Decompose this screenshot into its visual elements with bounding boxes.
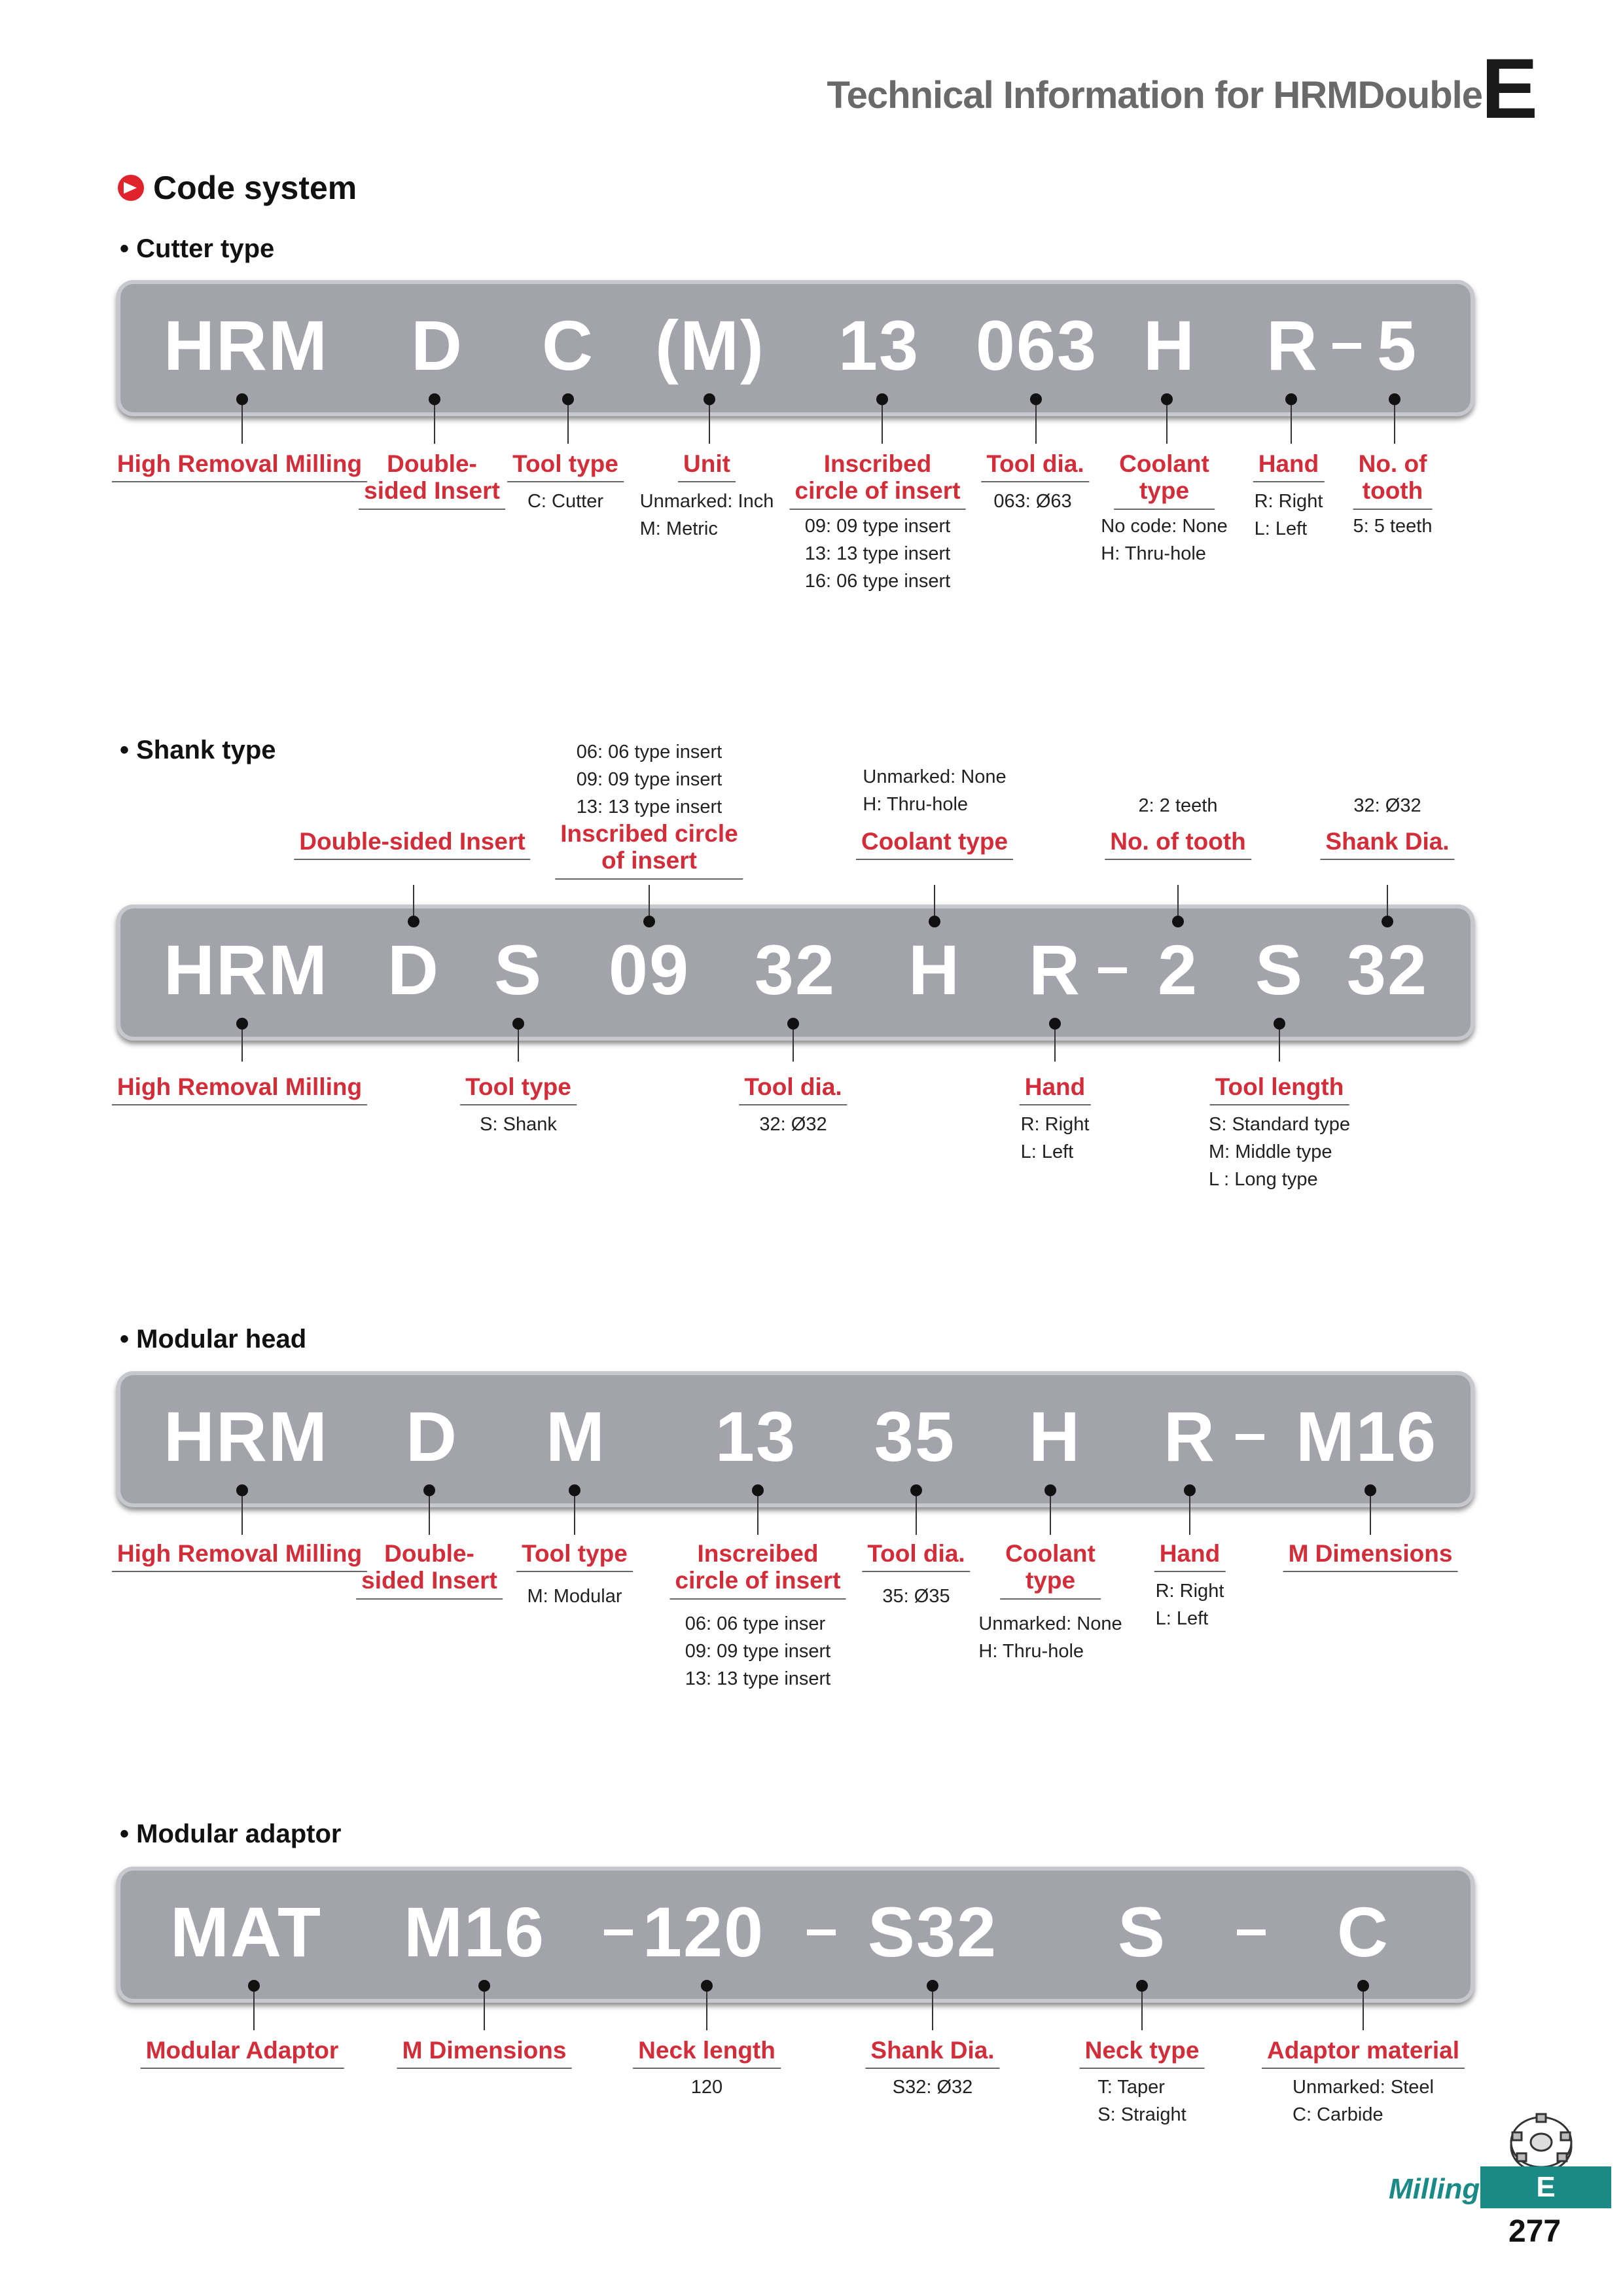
footer-category: Milling [1389, 2173, 1480, 2205]
shank-top-desc-4: 32: Ø32 [1353, 795, 1421, 816]
modular_head-dot-7 [1364, 1484, 1376, 1496]
cutter-dot-0 [236, 393, 248, 405]
modular_adaptor-connector-2 [706, 1986, 707, 2030]
shank-bottom-desc-1: S: Shank [480, 1114, 557, 1135]
cutter-desc-2: C: Cutter [527, 491, 604, 512]
cutter-connector-1 [434, 399, 435, 444]
modular_adaptor-dot-3 [927, 1980, 938, 1992]
modular_head-dot-6 [1184, 1484, 1196, 1496]
cutter-code-0: HRM [164, 306, 329, 385]
modular_head-dot-2 [569, 1484, 580, 1496]
modular_head-label-2: Tool type [516, 1540, 633, 1572]
section-title-text: Code system [153, 170, 357, 206]
cutter-label-6: Coolant type [1114, 450, 1215, 510]
shank-top-label-1: Inscribed circle of insert [555, 820, 743, 880]
cutter-label-0: High Removal Milling [112, 450, 367, 482]
modular_adaptor-connector-1 [484, 1986, 485, 2030]
modular_head-label-5: Coolant type [1000, 1540, 1101, 1600]
modular_head-desc-4: 35: Ø35 [882, 1586, 950, 1607]
shank-bottom-label-3: Hand [1020, 1073, 1091, 1105]
modular_adaptor-dot-5 [1357, 1980, 1369, 1992]
modular_head-connector-6 [1189, 1490, 1190, 1535]
modular_head-desc-6: R: Right L: Left [1155, 1581, 1224, 1629]
shank-bottom-desc-4: S: Standard type M: Middle type L : Long type [1208, 1114, 1351, 1190]
modular_adaptor-dash-1 [807, 1929, 836, 1935]
modular_adaptor-desc-4: T: Taper S: Straight [1097, 2077, 1186, 2125]
modular_head-connector-7 [1370, 1490, 1371, 1535]
cutter-desc-7: R: Right L: Left [1254, 491, 1323, 539]
modular_head-desc-5: Unmarked: None H: Thru-hole [978, 1613, 1122, 1662]
modular_adaptor-label-4: Neck type [1080, 2037, 1205, 2069]
cutter-dot-5 [1030, 393, 1042, 405]
modular_adaptor-dot-2 [701, 1980, 713, 1992]
cutter-code-8: 5 [1376, 306, 1418, 385]
modular_adaptor-label-0: Modular Adaptor [141, 2037, 344, 2069]
cutter-desc-8: 5: 5 teeth [1353, 516, 1433, 537]
cutter-label-4: Inscribed circle of insert [790, 450, 966, 510]
modular_head-label-0: High Removal Milling [112, 1540, 367, 1572]
cutter-label-5: Tool dia. [981, 450, 1089, 482]
modular_adaptor-dot-1 [478, 1980, 490, 1992]
modular_adaptor-label-5: Adaptor material [1262, 2037, 1465, 2069]
modular_head-code-0: HRM [164, 1397, 329, 1476]
cutter-dot-6 [1161, 393, 1173, 405]
cutter-desc-3: Unmarked: Inch M: Metric [639, 491, 774, 539]
shank-bottom-label-2: Tool dia. [739, 1073, 847, 1105]
section-title [118, 169, 357, 207]
cutter-connector-0 [241, 399, 243, 444]
shank-bottom-dot-1 [512, 1018, 524, 1030]
shank-top-desc-1: 06: 06 type insert 09: 09 type insert 13: 13 type insert [576, 742, 722, 817]
cutter-connector-7 [1291, 399, 1292, 444]
modular_head-code-4: 35 [874, 1397, 956, 1476]
modular_adaptor-code-3: S32 [867, 1892, 998, 1971]
modular_head-desc-2: M: Modular [527, 1586, 622, 1607]
modular_adaptor-dot-0 [248, 1980, 260, 1992]
modular_head-code-6: R [1164, 1397, 1216, 1476]
modular_adaptor-dash-2 [1237, 1929, 1266, 1935]
modular_head-label-7: M Dimensions [1283, 1540, 1458, 1572]
shank-bottom-label-1: Tool type [460, 1073, 577, 1105]
modular_head-dash-0 [1236, 1434, 1264, 1440]
modular_head-connector-4 [916, 1490, 917, 1535]
cutter-desc-4: 09: 09 type insert 13: 13 type insert 16: 06 type insert [804, 516, 951, 592]
modular_adaptor-code-5: C [1337, 1892, 1389, 1971]
cutter-dot-2 [562, 393, 574, 405]
cutter-code-2: C [542, 306, 594, 385]
shank-dash-0 [1098, 967, 1127, 973]
modular_head-dot-3 [752, 1484, 764, 1496]
cutter-dot-4 [876, 393, 888, 405]
shank-bottom-desc-3: R: Right L: Left [1020, 1114, 1090, 1162]
modular_head-label-6: Hand [1154, 1540, 1226, 1572]
shank-top-dot-4 [1382, 916, 1393, 927]
shank-subhead: • Shank type [120, 736, 276, 764]
modular_head-code-1: D [406, 1397, 458, 1476]
modular_adaptor-connector-4 [1141, 1986, 1143, 2030]
shank-top-dot-2 [929, 916, 940, 927]
cutter-subhead: • Cutter type [120, 234, 275, 263]
cutter-connector-4 [882, 399, 883, 444]
modular_adaptor-connector-3 [932, 1986, 933, 2030]
shank-code-9: 32 [1346, 930, 1429, 1009]
cutter-dot-3 [704, 393, 715, 405]
cutter-connector-8 [1394, 399, 1395, 444]
footer-tab: E [1480, 2166, 1611, 2208]
cutter-code-6: H [1143, 306, 1196, 385]
shank-bottom-label-0: High Removal Milling [112, 1073, 367, 1105]
cutter-connector-2 [567, 399, 569, 444]
cutter-dot-7 [1285, 393, 1297, 405]
modular_adaptor-desc-3: S32: Ø32 [892, 2077, 973, 2098]
header-title: Technical Information for HRMDouble [827, 74, 1482, 117]
shank-code-1: D [387, 930, 440, 1009]
cutter-label-2: Tool type [507, 450, 624, 482]
cutter-connector-5 [1035, 399, 1037, 444]
cutter-code-1: D [411, 306, 463, 385]
modular_head-label-4: Tool dia. [862, 1540, 970, 1572]
cutter-desc-6: No code: None H: Thru-hole [1101, 516, 1228, 564]
modular_head-dot-0 [236, 1484, 248, 1496]
shank-top-label-3: No. of tooth [1105, 828, 1251, 860]
modular_adaptor-desc-5: Unmarked: Steel C: Carbide [1293, 2077, 1434, 2125]
header-section-letter: E [1481, 41, 1538, 136]
modular_adaptor-code-2: 120 [642, 1892, 765, 1971]
cutter-dot-1 [429, 393, 440, 405]
modular_head-code-7: M16 [1295, 1397, 1438, 1476]
cutter-label-1: Double- sided Insert [359, 450, 505, 510]
shank-top-dot-3 [1172, 916, 1184, 927]
shank-code-3: 09 [608, 930, 690, 1009]
modular_head-desc-3: 06: 06 type inser 09: 09 type insert 13: 13 type insert [685, 1613, 831, 1689]
modular_head-connector-3 [757, 1490, 758, 1535]
cutter-connector-3 [709, 399, 710, 444]
modular_adaptor-label-3: Shank Dia. [865, 2037, 999, 2069]
modular_adaptor-code-0: MAT [170, 1892, 322, 1971]
modular_head-code-2: M [546, 1397, 606, 1476]
cutter-dot-8 [1389, 393, 1400, 405]
cutter-code-3: (M) [655, 306, 765, 385]
modular_adaptor-subhead: • Modular adaptor [120, 1820, 342, 1848]
modular_head-dot-5 [1044, 1484, 1056, 1496]
shank-bottom-desc-2: 32: Ø32 [759, 1114, 827, 1135]
shank-top-dot-1 [643, 916, 655, 927]
shank-code-8: S [1255, 930, 1304, 1009]
cutter-label-3: Unit [678, 450, 736, 482]
modular_head-connector-1 [429, 1490, 430, 1535]
modular_head-connector-0 [241, 1490, 243, 1535]
shank-code-6: R [1029, 930, 1081, 1009]
modular_head-code-3: 13 [715, 1397, 797, 1476]
shank-top-label-4: Shank Dia. [1320, 828, 1454, 860]
arrow-circle-icon [118, 175, 144, 201]
shank-bottom-dot-0 [236, 1018, 248, 1030]
shank-bottom-dot-3 [1049, 1018, 1061, 1030]
modular_adaptor-connector-5 [1363, 1986, 1364, 2030]
cutter-code-7: R [1266, 306, 1319, 385]
shank-top-desc-2: Unmarked: None H: Thru-hole [863, 766, 1007, 815]
modular_adaptor-code-4: S [1117, 1892, 1167, 1971]
page-number: 277 [1508, 2214, 1561, 2249]
modular_head-dot-1 [423, 1484, 435, 1496]
modular_head-subhead: • Modular head [120, 1325, 307, 1354]
cutter-dash-0 [1332, 343, 1361, 349]
modular_head-dot-4 [910, 1484, 922, 1496]
shank-top-label-2: Coolant type [856, 828, 1013, 860]
modular_adaptor-desc-2: 120 [690, 2077, 723, 2098]
modular_head-connector-5 [1050, 1490, 1051, 1535]
modular_head-code-5: H [1029, 1397, 1081, 1476]
cutter-label-8: No. of tooth [1353, 450, 1433, 510]
cutter-code-5: 063 [975, 306, 1098, 385]
shank-code-0: HRM [164, 930, 329, 1009]
shank-code-4: 32 [754, 930, 836, 1009]
modular_head-label-1: Double- sided Insert [356, 1540, 503, 1600]
shank-code-2: S [493, 930, 543, 1009]
cutter-label-7: Hand [1253, 450, 1325, 482]
modular_adaptor-dot-4 [1136, 1980, 1148, 1992]
modular_adaptor-label-2: Neck length [633, 2037, 781, 2069]
modular_adaptor-dash-0 [604, 1929, 633, 1935]
modular_head-connector-2 [574, 1490, 575, 1535]
modular_head-label-3: Inscreibed circle of insert [670, 1540, 846, 1600]
shank-top-desc-3: 2: 2 teeth [1138, 795, 1218, 816]
cutter-desc-5: 063: Ø63 [993, 491, 1072, 512]
shank-code-5: H [908, 930, 961, 1009]
modular_adaptor-connector-0 [253, 1986, 255, 2030]
modular_adaptor-label-1: M Dimensions [397, 2037, 572, 2069]
shank-bottom-label-4: Tool length [1210, 1073, 1349, 1105]
cutter-code-4: 13 [838, 306, 920, 385]
shank-code-7: 2 [1157, 930, 1199, 1009]
shank-top-dot-0 [408, 916, 419, 927]
shank-top-label-0: Double-sided Insert [294, 828, 530, 860]
cutter-connector-6 [1166, 399, 1168, 444]
shank-bottom-dot-2 [787, 1018, 799, 1030]
modular_adaptor-code-1: M16 [403, 1892, 546, 1971]
shank-bottom-dot-4 [1274, 1018, 1285, 1030]
